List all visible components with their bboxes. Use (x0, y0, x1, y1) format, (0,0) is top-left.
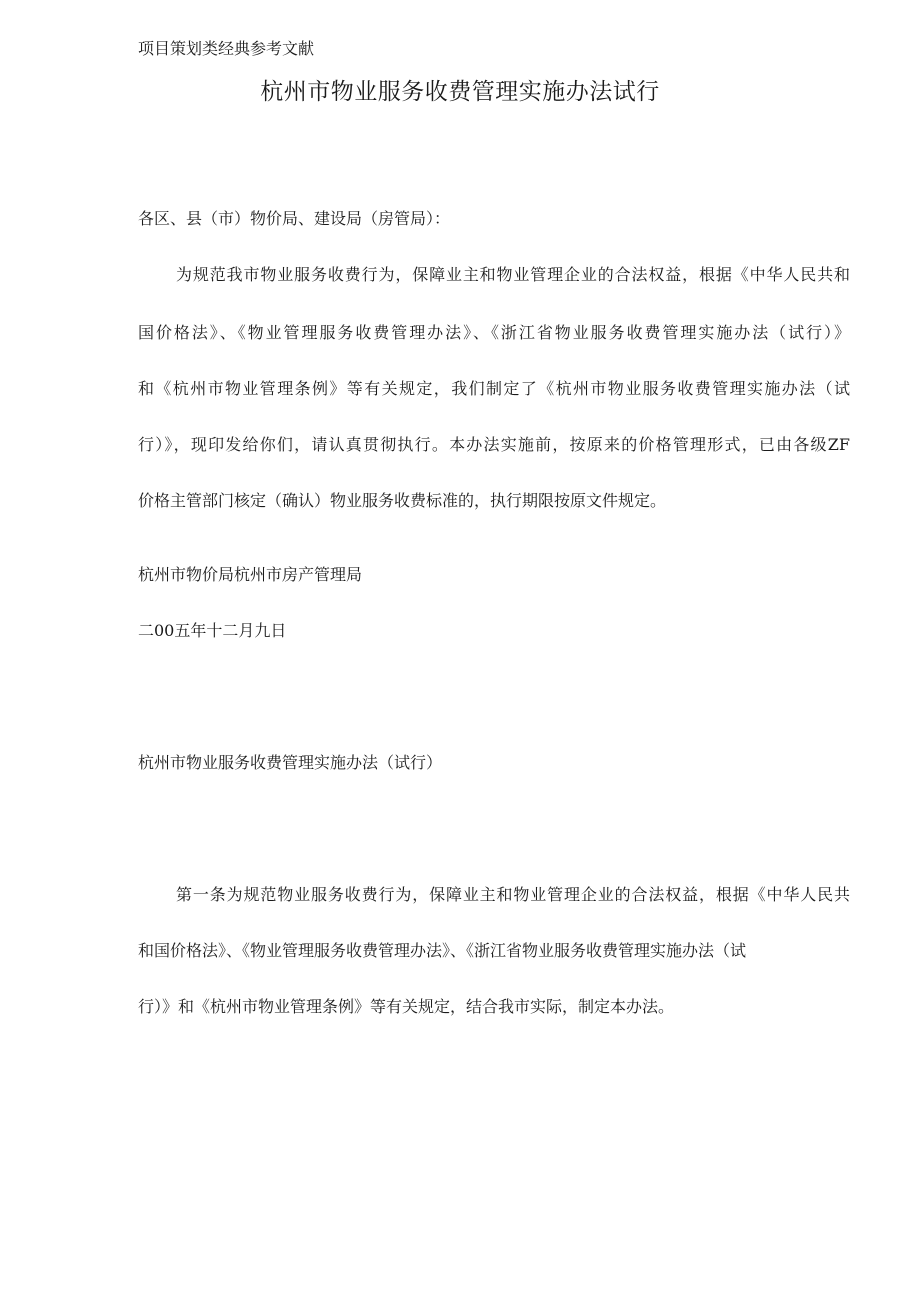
notice-line-3: 和《杭州市物业管理条例》等有关规定，我们制定了《杭州市物业服务收费管理实施办法（试 (138, 379, 850, 398)
notice-line-5: 价格主管部门核定（确认）物业服务收费标准的，执行期限按原文件规定。 (138, 491, 667, 510)
header-note: 项目策划类经典参考文献 (138, 39, 315, 58)
section-title: 杭州市物业服务收费管理实施办法（试行） (138, 753, 443, 772)
article1-line-2: 和国价格法》、《物业管理服务收费管理办法》、《浙江省物业服务收费管理实施办法（试 (138, 941, 747, 960)
article1-line-3: 行）》和《杭州市物业管理条例》等有关规定，结合我市实际，制定本办法。 (138, 997, 675, 1016)
notice-line-2: 国价格法》、《物业管理服务收费管理办法》、《浙江省物业服务收费管理实施办法（试行）》 (138, 323, 850, 342)
document-title: 杭州市物业服务收费管理实施办法试行 (260, 79, 660, 105)
article1-line-1: 第一条为规范物业服务收费行为，保障业主和物业管理企业的合法权益，根据《中华人民共 (176, 885, 850, 904)
issuer: 杭州市物价局杭州市房产管理局 (138, 565, 363, 584)
issue-date: 二00五年十二月九日 (138, 621, 287, 640)
notice-line-4: 行）》，现印发给你们，请认真贯彻执行。本办法实施前，按原来的价格管理形式，已由各级ZF (138, 435, 850, 454)
salutation: 各区、县（市）物价局、建设局（房管局）： (138, 209, 451, 228)
notice-line-1: 为规范我市物业服务收费行为，保障业主和物业管理企业的合法权益，根据《中华人民共和 (176, 265, 850, 284)
